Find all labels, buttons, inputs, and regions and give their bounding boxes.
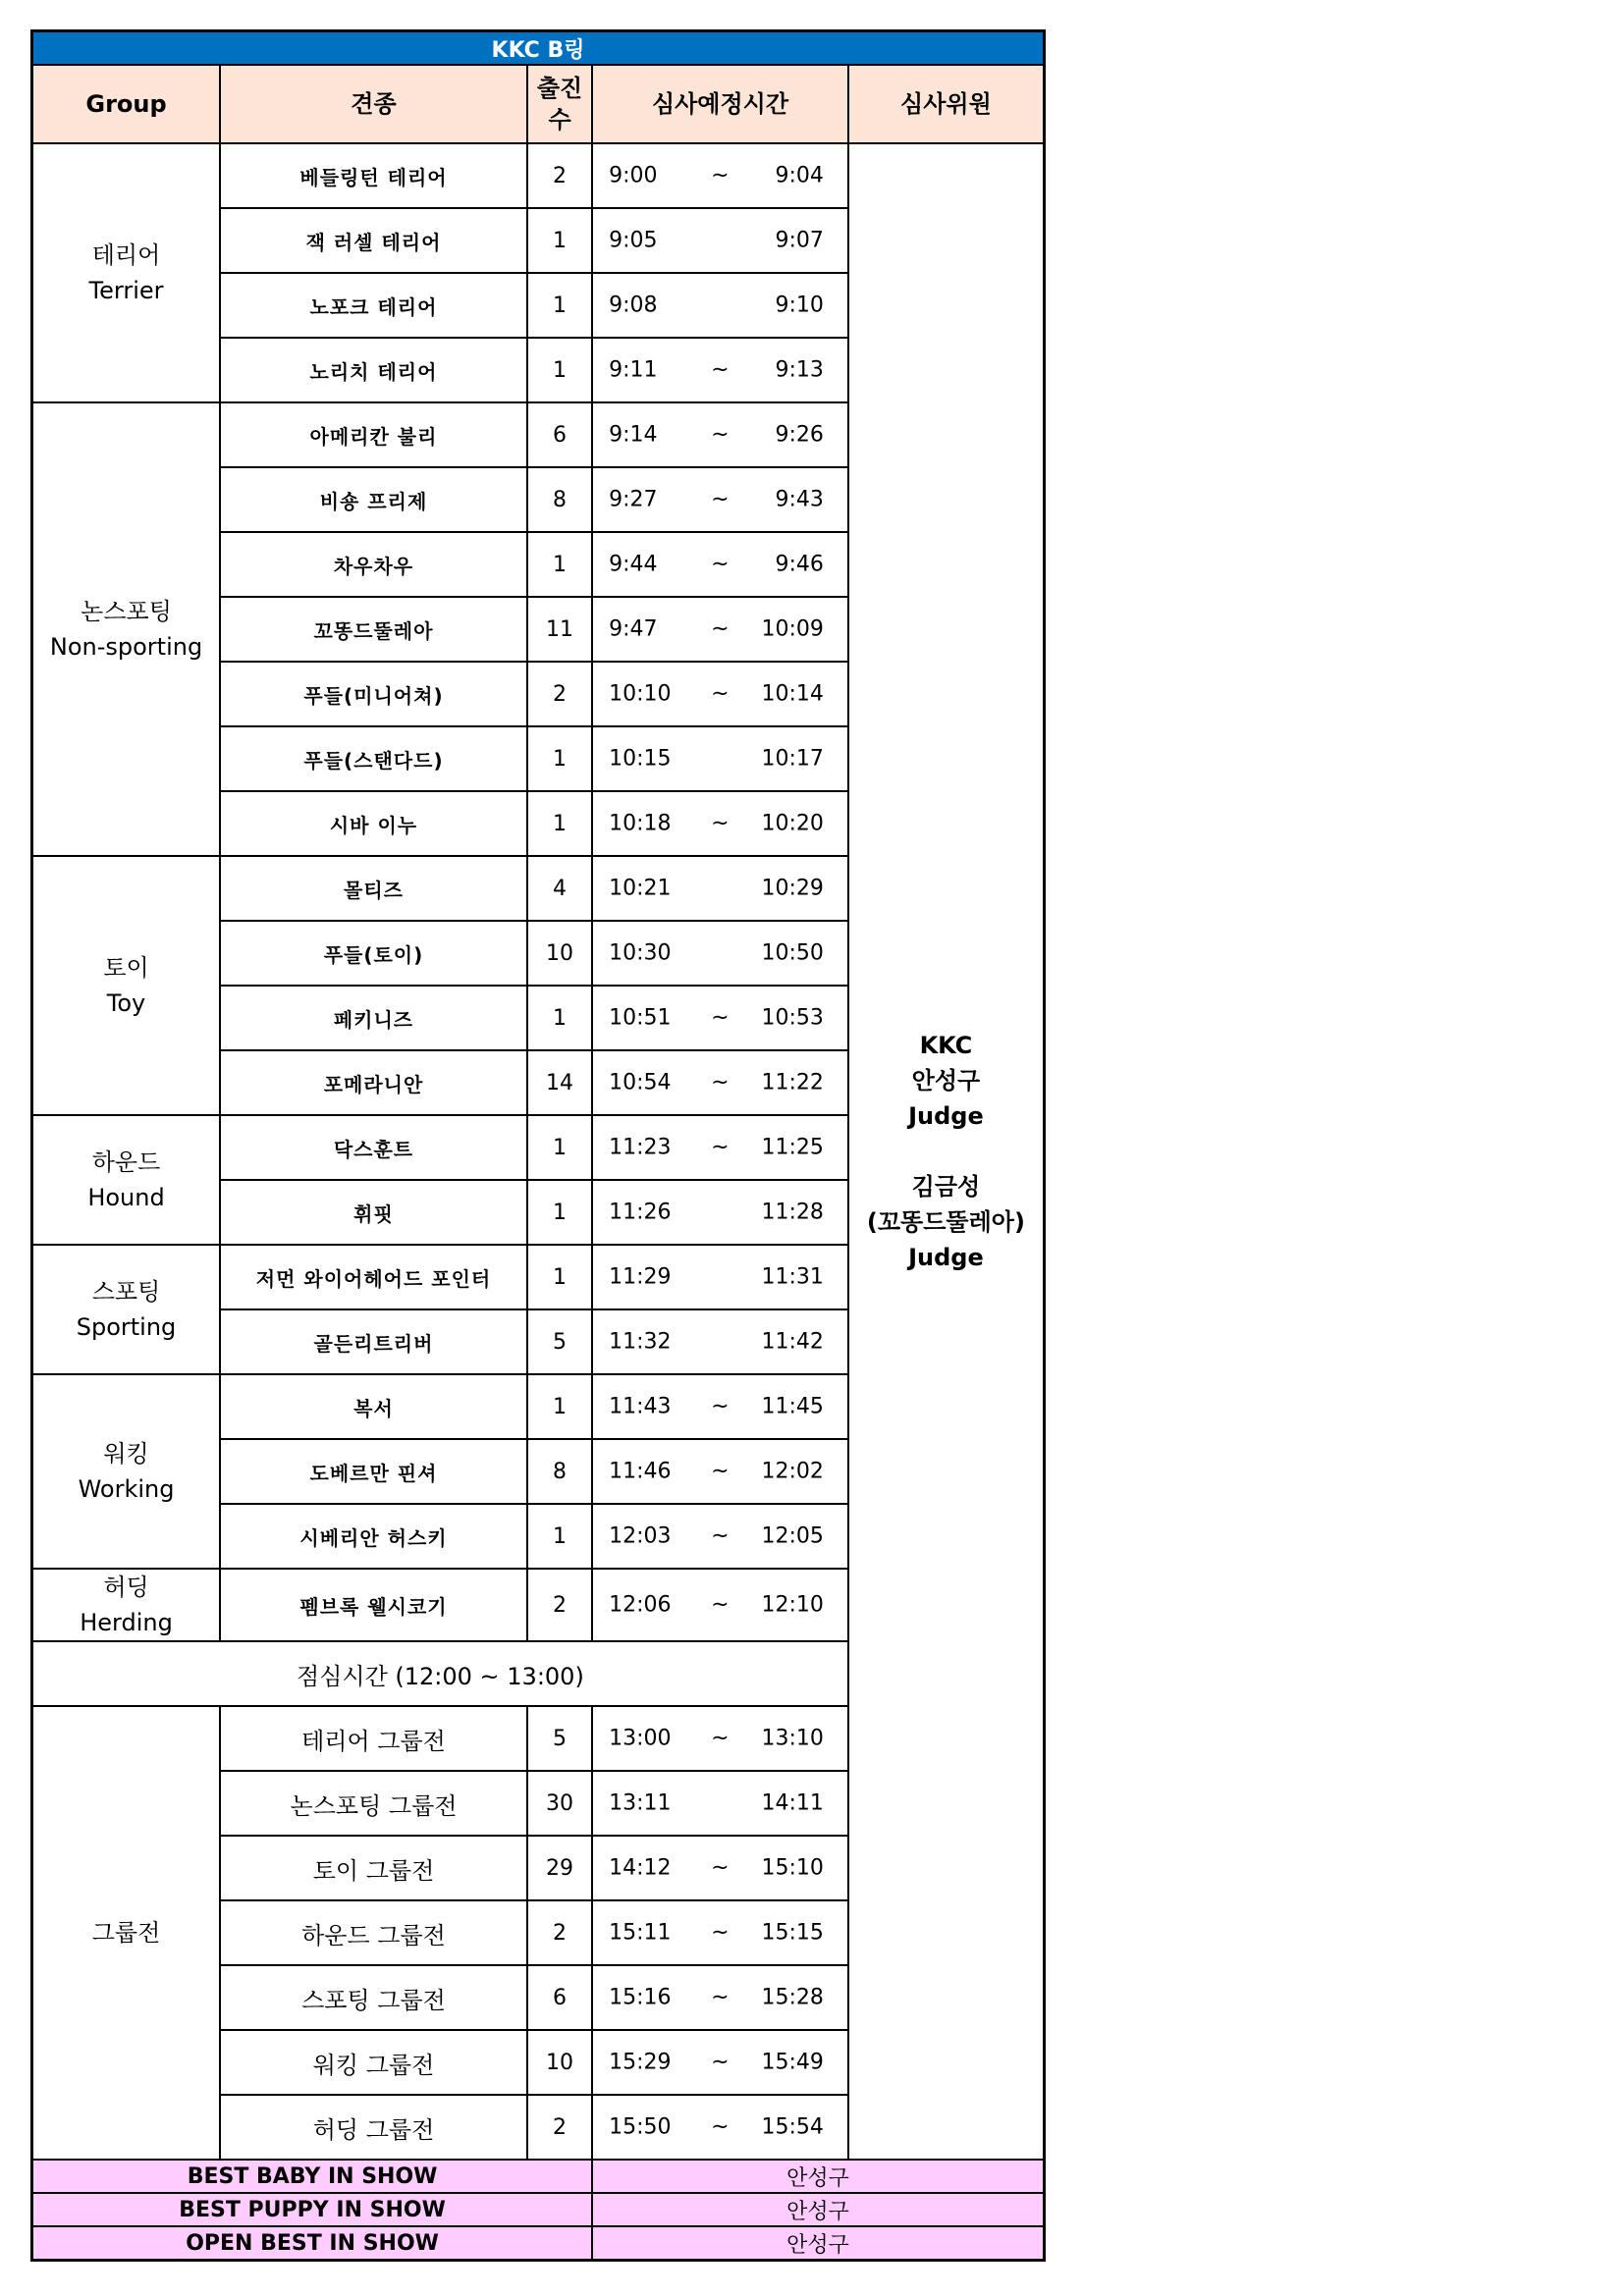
time-start: 9:44 xyxy=(609,552,658,577)
breed-name: 포메라니안 xyxy=(220,1050,527,1115)
time-end: 11:45 xyxy=(761,1394,824,1419)
time-end: 10:14 xyxy=(761,681,824,707)
time-end: 12:02 xyxy=(761,1459,824,1484)
breed-name: 복서 xyxy=(220,1374,527,1439)
time-end: 14:11 xyxy=(761,1790,824,1816)
time-cell xyxy=(592,208,848,273)
best-title: BEST PUPPY IN SHOW xyxy=(32,2193,593,2226)
time-tilde: ~ xyxy=(711,2114,730,2140)
best-title: OPEN BEST IN SHOW xyxy=(32,2226,593,2261)
group-cell xyxy=(32,1115,221,1245)
group-name-en: Hound xyxy=(87,1184,165,1211)
group-name-en: Non-sporting xyxy=(49,633,203,661)
entry-count: 5 xyxy=(527,1309,592,1374)
time-cell xyxy=(592,921,848,986)
judge-line: 김금성 xyxy=(911,1173,981,1201)
time-tilde: ~ xyxy=(711,1005,730,1031)
time-tilde: ~ xyxy=(711,552,730,577)
time-tilde: ~ xyxy=(711,422,730,448)
time-cell xyxy=(592,1245,848,1309)
breed-name: 베들링턴 테리어 xyxy=(220,143,527,208)
time-end: 10:09 xyxy=(761,616,824,642)
entry-count: 8 xyxy=(527,1439,592,1504)
time-cell xyxy=(592,856,848,921)
group-cell xyxy=(32,1374,221,1569)
time-cell xyxy=(592,1050,848,1115)
time-tilde: ~ xyxy=(711,811,730,836)
best-judge: 안성구 xyxy=(592,2226,1044,2261)
breed-name: 닥스훈트 xyxy=(220,1115,527,1180)
time-cell xyxy=(592,1569,848,1641)
time-end: 15:54 xyxy=(761,2114,824,2140)
time-end: 13:10 xyxy=(761,1726,824,1751)
time-end: 10:20 xyxy=(761,811,824,836)
time-cell xyxy=(592,1836,848,1900)
group-competition-name: 토이 그룹전 xyxy=(220,1836,527,1900)
group-competition-name: 허딩 그룹전 xyxy=(220,2095,527,2160)
time-start: 11:23 xyxy=(609,1135,672,1160)
time-end: 11:28 xyxy=(761,1200,824,1225)
time-end: 15:15 xyxy=(761,1920,824,1946)
entry-count: 29 xyxy=(527,1836,592,1900)
time-end: 12:10 xyxy=(761,1592,824,1618)
time-start: 15:50 xyxy=(609,2114,672,2140)
time-cell xyxy=(592,1439,848,1504)
group-name-ko: 그룹전 xyxy=(91,1919,161,1947)
group-name-en: Working xyxy=(78,1475,175,1503)
time-cell xyxy=(592,791,848,856)
breed-name: 시베리안 허스키 xyxy=(220,1504,527,1569)
time-tilde: ~ xyxy=(711,616,730,642)
entry-count: 5 xyxy=(527,1706,592,1771)
breed-name: 잭 러셀 테리어 xyxy=(220,208,527,273)
time-start: 9:11 xyxy=(609,357,658,383)
judge-line: (꼬똥드뚤레아) xyxy=(866,1208,1025,1236)
time-tilde: ~ xyxy=(711,163,730,188)
time-end: 10:53 xyxy=(761,1005,824,1031)
entry-count: 2 xyxy=(527,662,592,726)
judge-line: KKC xyxy=(919,1032,973,1059)
time-end: 9:43 xyxy=(775,487,824,512)
time-start: 9:05 xyxy=(609,228,658,253)
header-judge: 심사위원 xyxy=(848,65,1045,143)
group-competition-name: 워킹 그룹전 xyxy=(220,2030,527,2095)
time-cell xyxy=(592,1115,848,1180)
time-cell xyxy=(592,1706,848,1771)
group-cell xyxy=(32,1245,221,1374)
judge-line: 안성구 xyxy=(911,1067,981,1095)
time-cell xyxy=(592,532,848,597)
time-cell xyxy=(592,338,848,402)
time-tilde: ~ xyxy=(711,1726,730,1751)
time-start: 9:08 xyxy=(609,293,658,318)
group-name-ko: 스포팅 xyxy=(91,1278,161,1306)
time-tilde: ~ xyxy=(711,1459,730,1484)
time-cell xyxy=(592,1374,848,1439)
time-start: 15:29 xyxy=(609,2050,672,2075)
time-start: 10:18 xyxy=(609,811,672,836)
entry-count: 1 xyxy=(527,532,592,597)
group-competition-name: 논스포팅 그룹전 xyxy=(220,1771,527,1836)
time-cell xyxy=(592,2030,848,2095)
time-tilde: ~ xyxy=(711,1523,730,1549)
time-end: 15:28 xyxy=(761,1985,824,2010)
breed-name: 아메리칸 불리 xyxy=(220,402,527,467)
group-name-en: Herding xyxy=(80,1609,173,1636)
entry-count: 4 xyxy=(527,856,592,921)
time-end: 11:25 xyxy=(761,1135,824,1160)
time-cell xyxy=(592,986,848,1050)
entry-count: 11 xyxy=(527,597,592,662)
group-name-en: Terrier xyxy=(88,277,164,304)
breed-name: 차우차우 xyxy=(220,532,527,597)
entry-count: 14 xyxy=(527,1050,592,1115)
time-cell xyxy=(592,467,848,532)
group-name-en: Sporting xyxy=(76,1313,177,1341)
judge-cell xyxy=(848,143,1045,2160)
judge-spacer xyxy=(849,1134,1043,1169)
best-in-show-row xyxy=(32,2226,1045,2261)
entry-count: 1 xyxy=(527,791,592,856)
breed-name: 저먼 와이어헤어드 포인터 xyxy=(220,1245,527,1309)
entry-count: 1 xyxy=(527,1115,592,1180)
time-start: 9:47 xyxy=(609,616,658,642)
time-start: 11:43 xyxy=(609,1394,672,1419)
time-tilde: ~ xyxy=(711,1592,730,1618)
best-in-show-row xyxy=(32,2160,1045,2193)
time-tilde: ~ xyxy=(711,1070,730,1095)
time-end: 10:17 xyxy=(761,746,824,772)
time-cell xyxy=(592,1504,848,1569)
header-breed: 견종 xyxy=(220,65,527,143)
group-cell xyxy=(32,1706,221,2160)
time-start: 10:21 xyxy=(609,876,672,901)
best-judge: 안성구 xyxy=(592,2193,1044,2226)
time-tilde: ~ xyxy=(711,357,730,383)
entry-count: 10 xyxy=(527,2030,592,2095)
time-start: 11:29 xyxy=(609,1264,672,1290)
breed-name: 꼬똥드뚤레아 xyxy=(220,597,527,662)
entry-count: 1 xyxy=(527,338,592,402)
entry-count: 2 xyxy=(527,1900,592,1965)
time-end: 9:26 xyxy=(775,422,824,448)
time-start: 13:11 xyxy=(609,1790,672,1816)
group-cell xyxy=(32,143,221,402)
time-tilde: ~ xyxy=(711,1135,730,1160)
judge-line: Judge xyxy=(908,1102,984,1130)
time-cell xyxy=(592,273,848,338)
time-tilde: ~ xyxy=(711,2050,730,2075)
ring-title: KKC B링 xyxy=(32,31,1045,66)
group-name-ko: 워킹 xyxy=(103,1440,149,1468)
breed-name: 비숑 프리제 xyxy=(220,467,527,532)
lunch-break: 점심시간 (12:00 ~ 13:00) xyxy=(32,1641,848,1706)
entry-count: 30 xyxy=(527,1771,592,1836)
time-start: 15:16 xyxy=(609,1985,672,2010)
schedule-body xyxy=(32,31,1045,2261)
time-start: 15:11 xyxy=(609,1920,672,1946)
time-cell xyxy=(592,143,848,208)
breed-name: 도베르만 핀셔 xyxy=(220,1439,527,1504)
time-start: 11:26 xyxy=(609,1200,672,1225)
entry-count: 1 xyxy=(527,726,592,791)
time-cell xyxy=(592,2095,848,2160)
group-name-ko: 논스포팅 xyxy=(81,598,172,625)
group-name-ko: 하운드 xyxy=(91,1148,161,1176)
group-cell xyxy=(32,402,221,856)
time-start: 11:32 xyxy=(609,1329,672,1355)
group-competition-name: 스포팅 그룹전 xyxy=(220,1965,527,2030)
entry-count: 1 xyxy=(527,208,592,273)
breed-name: 골든리트리버 xyxy=(220,1309,527,1374)
time-end: 10:50 xyxy=(761,940,824,966)
entry-count: 1 xyxy=(527,1374,592,1439)
time-end: 11:31 xyxy=(761,1264,824,1290)
title-row xyxy=(32,31,1045,66)
group-cell xyxy=(32,1569,221,1641)
breed-name: 푸들(스탠다드) xyxy=(220,726,527,791)
time-tilde: ~ xyxy=(711,681,730,707)
breed-name: 몰티즈 xyxy=(220,856,527,921)
entry-count: 2 xyxy=(527,1569,592,1641)
breed-name: 시바 이누 xyxy=(220,791,527,856)
entry-count: 1 xyxy=(527,1245,592,1309)
entry-count: 6 xyxy=(527,402,592,467)
entry-count: 2 xyxy=(527,143,592,208)
best-title: BEST BABY IN SHOW xyxy=(32,2160,593,2193)
time-start: 13:00 xyxy=(609,1726,672,1751)
time-start: 10:54 xyxy=(609,1070,672,1095)
time-start: 12:06 xyxy=(609,1592,672,1618)
best-in-show-row xyxy=(32,2193,1045,2226)
time-end: 9:46 xyxy=(775,552,824,577)
time-tilde: ~ xyxy=(711,1985,730,2010)
time-end: 9:13 xyxy=(775,357,824,383)
entry-count: 1 xyxy=(527,986,592,1050)
time-start: 9:14 xyxy=(609,422,658,448)
time-start: 10:15 xyxy=(609,746,672,772)
header-row xyxy=(32,65,1045,143)
group-competition-name: 테리어 그룹전 xyxy=(220,1706,527,1771)
time-start: 12:03 xyxy=(609,1523,672,1549)
header-group: Group xyxy=(32,65,221,143)
time-end: 11:22 xyxy=(761,1070,824,1095)
time-cell xyxy=(592,402,848,467)
time-end: 10:29 xyxy=(761,876,824,901)
best-judge: 안성구 xyxy=(592,2160,1044,2193)
entry-count: 1 xyxy=(527,1180,592,1245)
breed-name: 페키니즈 xyxy=(220,986,527,1050)
time-tilde: ~ xyxy=(711,487,730,512)
time-start: 10:10 xyxy=(609,681,672,707)
breed-name: 노포크 테리어 xyxy=(220,273,527,338)
entry-count: 8 xyxy=(527,467,592,532)
entry-count: 1 xyxy=(527,273,592,338)
time-start: 11:46 xyxy=(609,1459,672,1484)
entry-count: 6 xyxy=(527,1965,592,2030)
time-cell xyxy=(592,1771,848,1836)
header-time: 심사예정시간 xyxy=(592,65,848,143)
group-cell xyxy=(32,856,221,1115)
breed-row xyxy=(32,143,1045,208)
schedule-table xyxy=(30,29,1046,2262)
time-end: 9:07 xyxy=(775,228,824,253)
time-end: 12:05 xyxy=(761,1523,824,1549)
time-cell xyxy=(592,597,848,662)
time-cell xyxy=(592,726,848,791)
time-tilde: ~ xyxy=(711,1920,730,1946)
time-end: 15:10 xyxy=(761,1855,824,1881)
entry-count: 10 xyxy=(527,921,592,986)
entry-count: 2 xyxy=(527,2095,592,2160)
time-end: 11:42 xyxy=(761,1329,824,1355)
breed-name: 푸들(토이) xyxy=(220,921,527,986)
breed-name: 푸들(미니어쳐) xyxy=(220,662,527,726)
group-name-ko: 테리어 xyxy=(91,241,161,269)
time-cell xyxy=(592,1900,848,1965)
time-cell xyxy=(592,1180,848,1245)
time-start: 10:51 xyxy=(609,1005,672,1031)
entry-count: 1 xyxy=(527,1504,592,1569)
time-start: 10:30 xyxy=(609,940,672,966)
time-cell xyxy=(592,1965,848,2030)
time-cell xyxy=(592,662,848,726)
time-end: 9:04 xyxy=(775,163,824,188)
time-cell xyxy=(592,1309,848,1374)
time-end: 9:10 xyxy=(775,293,824,318)
time-start: 14:12 xyxy=(609,1855,672,1881)
breed-name: 펨브록 웰시코기 xyxy=(220,1569,527,1641)
time-tilde: ~ xyxy=(711,1855,730,1881)
group-name-ko: 토이 xyxy=(103,954,149,982)
header-count: 출진 수 xyxy=(527,65,592,143)
group-name-ko: 허딩 xyxy=(103,1574,149,1601)
group-name-en: Toy xyxy=(106,989,146,1017)
time-start: 9:27 xyxy=(609,487,658,512)
breed-name: 휘핏 xyxy=(220,1180,527,1245)
time-end: 15:49 xyxy=(761,2050,824,2075)
breed-name: 노리치 테리어 xyxy=(220,338,527,402)
time-start: 9:00 xyxy=(609,163,658,188)
group-competition-name: 하운드 그룹전 xyxy=(220,1900,527,1965)
judge-line: Judge xyxy=(908,1244,984,1271)
time-tilde: ~ xyxy=(711,1394,730,1419)
